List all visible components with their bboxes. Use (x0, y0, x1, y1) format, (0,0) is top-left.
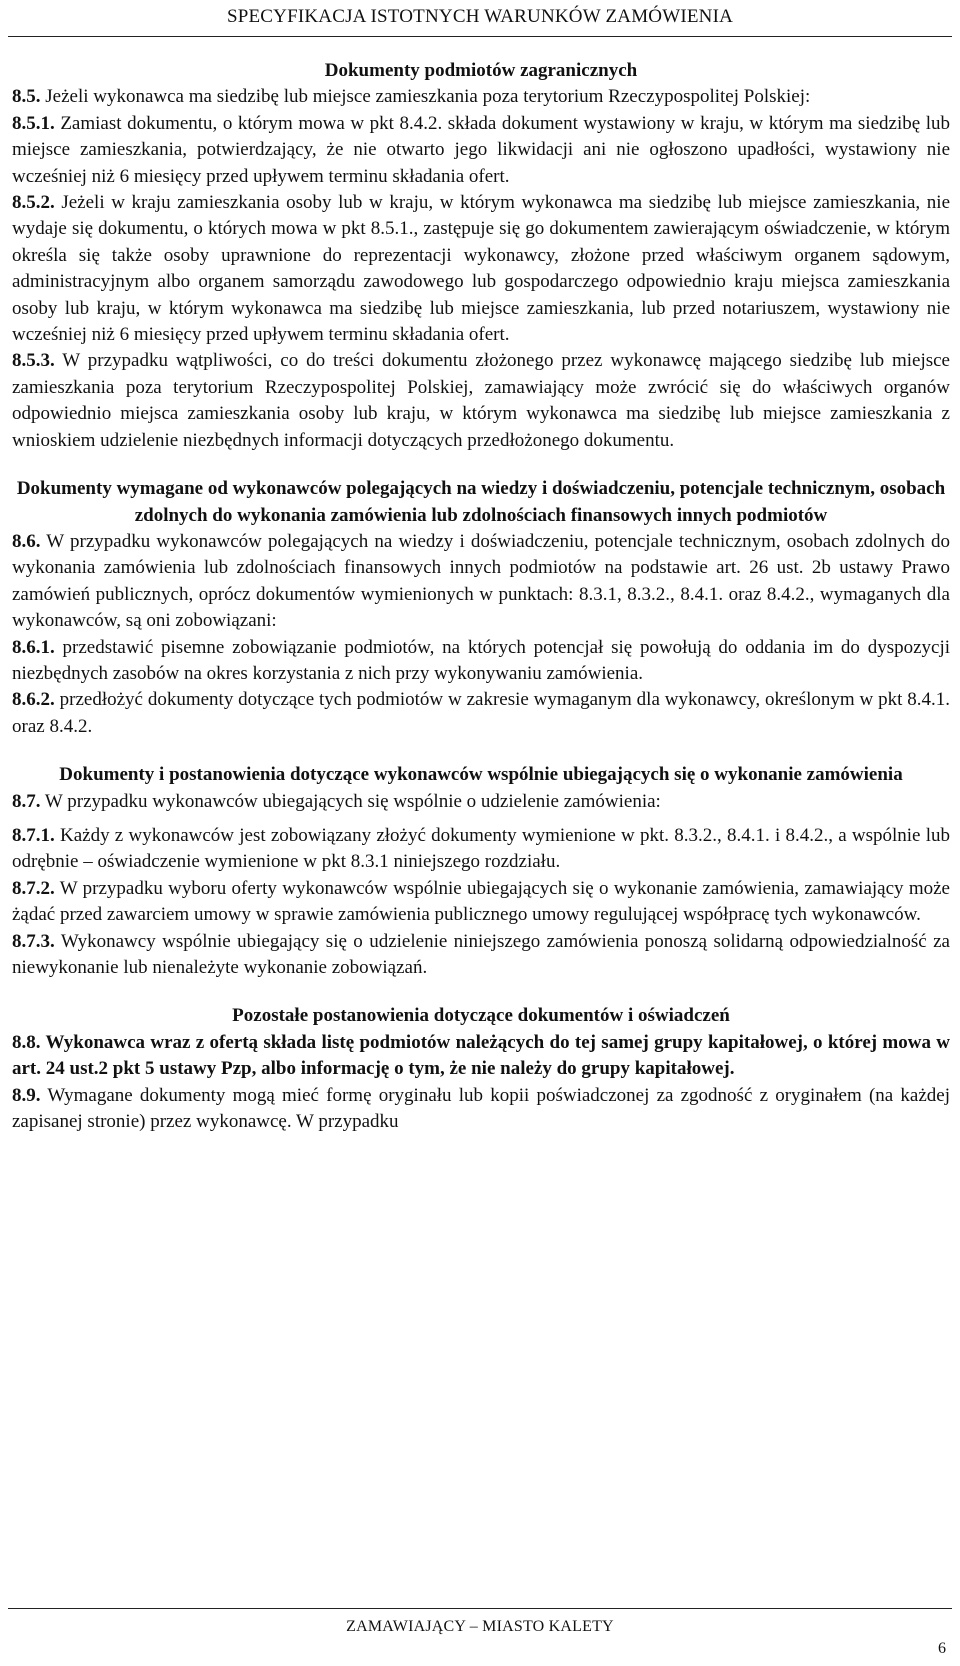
paragraph-text: Wykonawca wraz z ofertą składa listę podmiotów należących do tej samej grupy kapitałowej, o której mowa w art. 24 ust.2 pkt 5 ustawy Pzp, albo informację o tym, że nie należy do grupy kapitałowej. (12, 1031, 950, 1080)
page-number: 6 (938, 1640, 946, 1657)
paragraph-8-6-1 (12, 635, 950, 688)
document-body (12, 58, 950, 1135)
paragraph-text: przedłożyć dokumenty dotyczące tych podmiotów w zakresie wymaganym dla wykonawcy, określonym w pkt 8.4.1. oraz 8.4.2. (12, 689, 951, 737)
paragraph-text: Każdy z wykonawców jest zobowiązany złożyć dokumenty wymienione w pkt. 8.3.2., 8.4.1. i 8.4.2., a wspólnie lub odrębnie – oświadczenie wymienione w pkt 8.3.1 niniejszego rozdziału. (12, 824, 950, 873)
section-spacer (12, 740, 950, 762)
paragraph-8-5 (12, 84, 950, 110)
paragraph-text: W przypadku wykonawców ubiegających się wspólnie o udzielenie zamówienia: (44, 790, 661, 812)
paragraph-number: 8.5.1. (12, 112, 55, 134)
paragraph-number: 8.6.1. (12, 636, 55, 658)
paragraph-8-6-2 (12, 687, 950, 740)
paragraph-8-5-2 (12, 190, 950, 348)
paragraph-number: 8.5.2. (12, 192, 55, 214)
paragraph-number: 8.9. (12, 1084, 41, 1106)
paragraph-8-8 (12, 1030, 950, 1083)
page-header: SPECYFIKACJA ISTOTNYCH WARUNKÓW ZAMÓWIENIA (226, 6, 734, 27)
paragraph-text: W przypadku wykonawców polegających na wiedzy i doświadczeniu, potencjale technicznym, osobach zdolnych do wykonania zamówienia lub zdolnościach finansowych innych podmiotów na podstawie art. 26 ust. 2b ustawy Prawo zamówień publicznych, oprócz dokumentów wymienionych w punktach: 8.3.1, 8.3.2., 8.4.1. oraz 8.4.2., wymaganych dla wykonawców, są oni zobowiązani: (12, 530, 950, 632)
paragraph-text: Wymagane dokumenty mogą mieć formę oryginału lub kopii poświadczonej za zgodność z oryginałem (na każdej zapisanej stronie) przez wykonawcę. W przypadku (12, 1084, 950, 1133)
paragraph-8-7-3 (12, 929, 950, 982)
paragraph-number: 8.6.2. (12, 689, 55, 711)
paragraph-8-5-3 (12, 348, 950, 454)
section-spacer (12, 454, 950, 476)
paragraph-number: 8.5. (12, 86, 41, 108)
page-footer: ZAMAWIAJĄCY – MIASTO KALETY (346, 1618, 614, 1635)
section-heading-third-party-resources: Dokumenty wymagane od wykonawców polegających na wiedzy i doświadczeniu, potencjale technicznym, osobach zdolnych do wykonania zamówienia lub zdolnościach finansowych innych podmiotów (16, 478, 946, 526)
paragraph-text: Zamiast dokumentu, o którym mowa w pkt 8.4.2. składa dokument wystawiony w kraju, w którym ma siedzibę lub miejsce zamieszkania, potwierdzający, że nie otwarto jego likwidacji ani nie ogłoszono upadłości, wystawiony nie wcześniej niż 6 miesięcy przed upływem terminu składania ofert. (12, 112, 950, 187)
paragraph-number: 8.5.3. (12, 350, 55, 372)
paragraph-8-5-1 (12, 111, 950, 190)
paragraph-number: 8.7.1. (12, 824, 55, 846)
section-spacer (12, 981, 950, 1003)
paragraph-8-7-2 (12, 876, 950, 929)
paragraph-text: W przypadku wyboru oferty wykonawców wspólnie ubiegających się o wykonanie zamówienia, zamawiający może żądać przed zawarciem umowy w sprawie zamówienia publicznego umowy regulującej współpracę tych wykonawców. (12, 877, 950, 926)
paragraph-8-9 (12, 1083, 950, 1136)
paragraph-number: 8.7.2. (12, 877, 55, 899)
paragraph-8-6 (12, 529, 950, 635)
footer-divider (8, 1608, 952, 1609)
paragraph-number: 8.7. (12, 790, 41, 812)
paragraph-text: przedstawić pisemne zobowiązanie podmiotów, na których potencjał się powołują do oddania im do dyspozycji niezbędnych zasobów na okres korzystania z nich przy wykonywaniu zamówienia. (12, 636, 951, 684)
paragraph-8-7 (12, 789, 950, 815)
paragraph-spacer (12, 815, 950, 823)
section-heading-other-provisions: Pozostałe postanowienia dotyczące dokumentów i oświadczeń (232, 1005, 730, 1027)
paragraph-number: 8.7.3. (12, 930, 55, 952)
paragraph-text: Jeżeli wykonawca ma siedzibę lub miejsce zamieszkania poza terytorium Rzeczypospolitej Polskiej: (45, 86, 811, 108)
paragraph-number: 8.6. (12, 530, 41, 552)
section-heading-foreign-documents: Dokumenty podmiotów zagranicznych (324, 60, 638, 81)
section-heading-joint-contractors: Dokumenty i postanowienia dotyczące wykonawców wspólnie ubiegających się o wykonanie zamówienia (59, 764, 903, 786)
paragraph-text: W przypadku wątpliwości, co do treści dokumentu złożonego przez wykonawcę mającego siedzibę lub miejsce zamieszkania poza terytorium Rzeczypospolitej Polskiej, zamawiający może zwrócić się do właściwych organów odpowiednio miejsca zamieszkania osoby lub kraju, w którym wykonawca ma siedzibę lub miejsce zamieszkania z wnioskiem udzielenie niezbędnych informacji dotyczących przedłożonego dokumentu. (12, 350, 950, 451)
paragraph-text: Wykonawcy wspólnie ubiegający się o udzielenie niniejszego zamówienia ponoszą solidarną odpowiedzialność za niewykonanie lub nienależyte wykonanie zobowiązań. (12, 930, 950, 978)
paragraph-text: Jeżeli w kraju zamieszkania osoby lub w kraju, w którym wykonawca ma siedzibę lub miejsce zamieszkania, nie wydaje się dokumentu, o których mowa w pkt 8.5.1., zastępuje się go dokumentem zawierającym oświadczenie, w którym określa się także osoby uprawnione do reprezentacji wykonawcy, złożone przed właściwym organem sądowym, administracyjnym albo organem samorządu zawodowego lub gospodarczego odpowiednio kraju miejsca zamieszkania osoby lub kraju, w którym wykonawca ma siedzibę lub miejsce zamieszkania, lub przed notariuszem, wystawiony nie wcześniej niż 6 miesięcy przed upływem terminu składania ofert. (12, 192, 950, 346)
paragraph-number: 8.8. (12, 1031, 41, 1053)
paragraph-8-7-1 (12, 823, 950, 876)
header-divider (8, 36, 952, 37)
